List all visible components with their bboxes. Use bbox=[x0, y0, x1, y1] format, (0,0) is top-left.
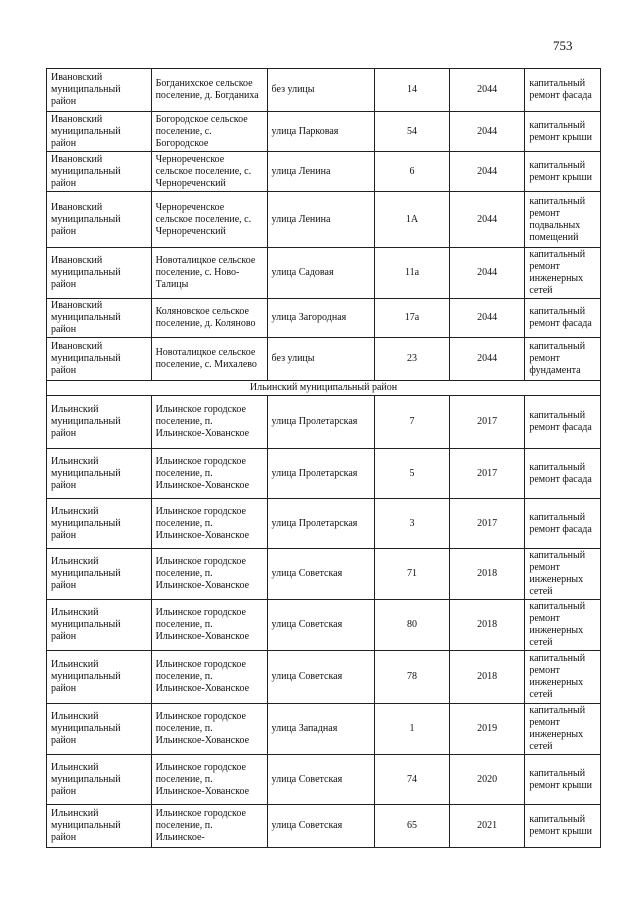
cell-district: Ильинский муниципальный район bbox=[47, 549, 152, 600]
cell-work: капитальный ремонт крыши bbox=[525, 805, 601, 848]
cell-district: Ильинский муниципальный район bbox=[47, 499, 152, 549]
table-row bbox=[47, 600, 601, 651]
cell-district: Ильинский муниципальный район bbox=[47, 755, 152, 805]
cell-work: капитальный ремонт фундамента bbox=[525, 338, 601, 381]
cell-street: улица Ленина bbox=[267, 192, 375, 248]
cell-district: Ильинский муниципальный район bbox=[47, 651, 152, 704]
cell-year: 2020 bbox=[449, 755, 525, 805]
cell-work: капитальный ремонт инженерных сетей bbox=[525, 248, 601, 299]
cell-district: Ильинский муниципальный район bbox=[47, 805, 152, 848]
cell-street: улица Садовая bbox=[267, 248, 375, 299]
page-number: 753 bbox=[553, 38, 573, 53]
cell-district: Ивановский муниципальный район bbox=[47, 248, 152, 299]
cell-settlement: Богородское сельское поселение, с. Богородское bbox=[151, 112, 267, 152]
cell-year: 2017 bbox=[449, 499, 525, 549]
cell-work: капитальный ремонт крыши bbox=[525, 112, 601, 152]
section-header bbox=[47, 381, 601, 396]
cell-year: 2044 bbox=[449, 338, 525, 381]
cell-year: 2044 bbox=[449, 299, 525, 338]
cell-work: капитальный ремонт инженерных сетей bbox=[525, 651, 601, 704]
cell-year: 2017 bbox=[449, 449, 525, 499]
cell-street: улица Советская bbox=[267, 549, 375, 600]
cell-street: улица Пролетарская bbox=[267, 449, 375, 499]
cell-work: капитальный ремонт фасада bbox=[525, 299, 601, 338]
cell-district: Ивановский муниципальный район bbox=[47, 152, 152, 192]
cell-house: 7 bbox=[375, 396, 450, 449]
cell-street: улица Советская bbox=[267, 600, 375, 651]
cell-street: без улицы bbox=[267, 69, 375, 112]
table-row bbox=[47, 499, 601, 549]
cell-house: 1 bbox=[375, 704, 450, 755]
cell-district: Ильинский муниципальный район bbox=[47, 449, 152, 499]
cell-street: улица Западная bbox=[267, 704, 375, 755]
cell-year: 2044 bbox=[449, 248, 525, 299]
cell-settlement: Ильинское городское поселение, п. Ильинское- bbox=[151, 805, 267, 848]
cell-house: 54 bbox=[375, 112, 450, 152]
section-header-row bbox=[47, 381, 601, 396]
cell-district: Ивановский муниципальный район bbox=[47, 69, 152, 112]
cell-street: улица Советская bbox=[267, 651, 375, 704]
section-title: Ильинский муниципальный район bbox=[47, 381, 601, 396]
cell-settlement: Ильинское городское поселение, п. Ильинское-Хованское bbox=[151, 396, 267, 449]
cell-house: 3 bbox=[375, 499, 450, 549]
cell-house: 74 bbox=[375, 755, 450, 805]
cell-work: капитальный ремонт фасада bbox=[525, 499, 601, 549]
cell-work: капитальный ремонт фасада bbox=[525, 449, 601, 499]
cell-district: Ивановский муниципальный район bbox=[47, 338, 152, 381]
cell-district: Ивановский муниципальный район bbox=[47, 112, 152, 152]
cell-district: Ильинский муниципальный район bbox=[47, 704, 152, 755]
table-row bbox=[47, 651, 601, 704]
cell-district: Ильинский муниципальный район bbox=[47, 600, 152, 651]
cell-settlement: Чернореченское сельское поселение, с. Чернореченский bbox=[151, 152, 267, 192]
cell-street: улица Советская bbox=[267, 755, 375, 805]
cell-settlement: Ильинское городское поселение, п. Ильинское-Хованское bbox=[151, 600, 267, 651]
table-row bbox=[47, 338, 601, 381]
cell-year: 2018 bbox=[449, 651, 525, 704]
table-row bbox=[47, 299, 601, 338]
housing-repair-table bbox=[46, 68, 601, 848]
cell-settlement: Ильинское городское поселение, п. Ильинское-Хованское bbox=[151, 755, 267, 805]
cell-district: Ильинский муниципальный район bbox=[47, 396, 152, 449]
table-row bbox=[47, 704, 601, 755]
cell-house: 17а bbox=[375, 299, 450, 338]
cell-work: капитальный ремонт фасада bbox=[525, 396, 601, 449]
cell-house: 6 bbox=[375, 152, 450, 192]
cell-house: 1А bbox=[375, 192, 450, 248]
cell-house: 11а bbox=[375, 248, 450, 299]
cell-street: улица Советская bbox=[267, 805, 375, 848]
cell-street: без улицы bbox=[267, 338, 375, 381]
cell-street: улица Ленина bbox=[267, 152, 375, 192]
cell-settlement: Ильинское городское поселение, п. Ильинское-Хованское bbox=[151, 499, 267, 549]
cell-settlement: Коляновское сельское поселение, д. Коляново bbox=[151, 299, 267, 338]
cell-work: капитальный ремонт инженерных сетей bbox=[525, 704, 601, 755]
cell-street: улица Загородная bbox=[267, 299, 375, 338]
cell-house: 71 bbox=[375, 549, 450, 600]
cell-work: капитальный ремонт фасада bbox=[525, 69, 601, 112]
cell-year: 2018 bbox=[449, 549, 525, 600]
cell-year: 2044 bbox=[449, 69, 525, 112]
cell-year: 2019 bbox=[449, 704, 525, 755]
cell-house: 65 bbox=[375, 805, 450, 848]
cell-work: капитальный ремонт крыши bbox=[525, 755, 601, 805]
cell-settlement: Новоталицкое сельское поселение, с. Ново-Талицы bbox=[151, 248, 267, 299]
ivanovo-district-rows bbox=[47, 69, 601, 381]
cell-district: Ивановский муниципальный район bbox=[47, 299, 152, 338]
table-row bbox=[47, 248, 601, 299]
cell-settlement: Ильинское городское поселение, п. Ильинское-Хованское bbox=[151, 549, 267, 600]
cell-settlement: Ильинское городское поселение, п. Ильинское-Хованское bbox=[151, 704, 267, 755]
cell-year: 2017 bbox=[449, 396, 525, 449]
cell-settlement: Ильинское городское поселение, п. Ильинское-Хованское bbox=[151, 449, 267, 499]
table-row bbox=[47, 192, 601, 248]
cell-street: улица Парковая bbox=[267, 112, 375, 152]
table-row bbox=[47, 112, 601, 152]
table-row bbox=[47, 549, 601, 600]
cell-work: капитальный ремонт крыши bbox=[525, 152, 601, 192]
cell-year: 2018 bbox=[449, 600, 525, 651]
cell-work: капитальный ремонт подвальных помещений bbox=[525, 192, 601, 248]
table-row bbox=[47, 805, 601, 848]
cell-house: 80 bbox=[375, 600, 450, 651]
table-row bbox=[47, 755, 601, 805]
cell-settlement: Ильинское городское поселение, п. Ильинское-Хованское bbox=[151, 651, 267, 704]
cell-street: улица Пролетарская bbox=[267, 499, 375, 549]
cell-settlement: Новоталицкое сельское поселение, с. Михалево bbox=[151, 338, 267, 381]
cell-year: 2044 bbox=[449, 152, 525, 192]
ilyinsky-district-rows bbox=[47, 396, 601, 848]
cell-house: 78 bbox=[375, 651, 450, 704]
table-row bbox=[47, 69, 601, 112]
table-row bbox=[47, 152, 601, 192]
cell-work: капитальный ремонт инженерных сетей bbox=[525, 600, 601, 651]
cell-street: улица Пролетарская bbox=[267, 396, 375, 449]
cell-year: 2044 bbox=[449, 192, 525, 248]
table-row bbox=[47, 396, 601, 449]
table-row bbox=[47, 449, 601, 499]
cell-house: 14 bbox=[375, 69, 450, 112]
cell-district: Ивановский муниципальный район bbox=[47, 192, 152, 248]
cell-house: 23 bbox=[375, 338, 450, 381]
cell-settlement: Чернореченское сельское поселение, с. Чернореченский bbox=[151, 192, 267, 248]
cell-settlement: Богданихское сельское поселение, д. Богданиха bbox=[151, 69, 267, 112]
cell-year: 2044 bbox=[449, 112, 525, 152]
cell-year: 2021 bbox=[449, 805, 525, 848]
cell-work: капитальный ремонт инженерных сетей bbox=[525, 549, 601, 600]
cell-house: 5 bbox=[375, 449, 450, 499]
